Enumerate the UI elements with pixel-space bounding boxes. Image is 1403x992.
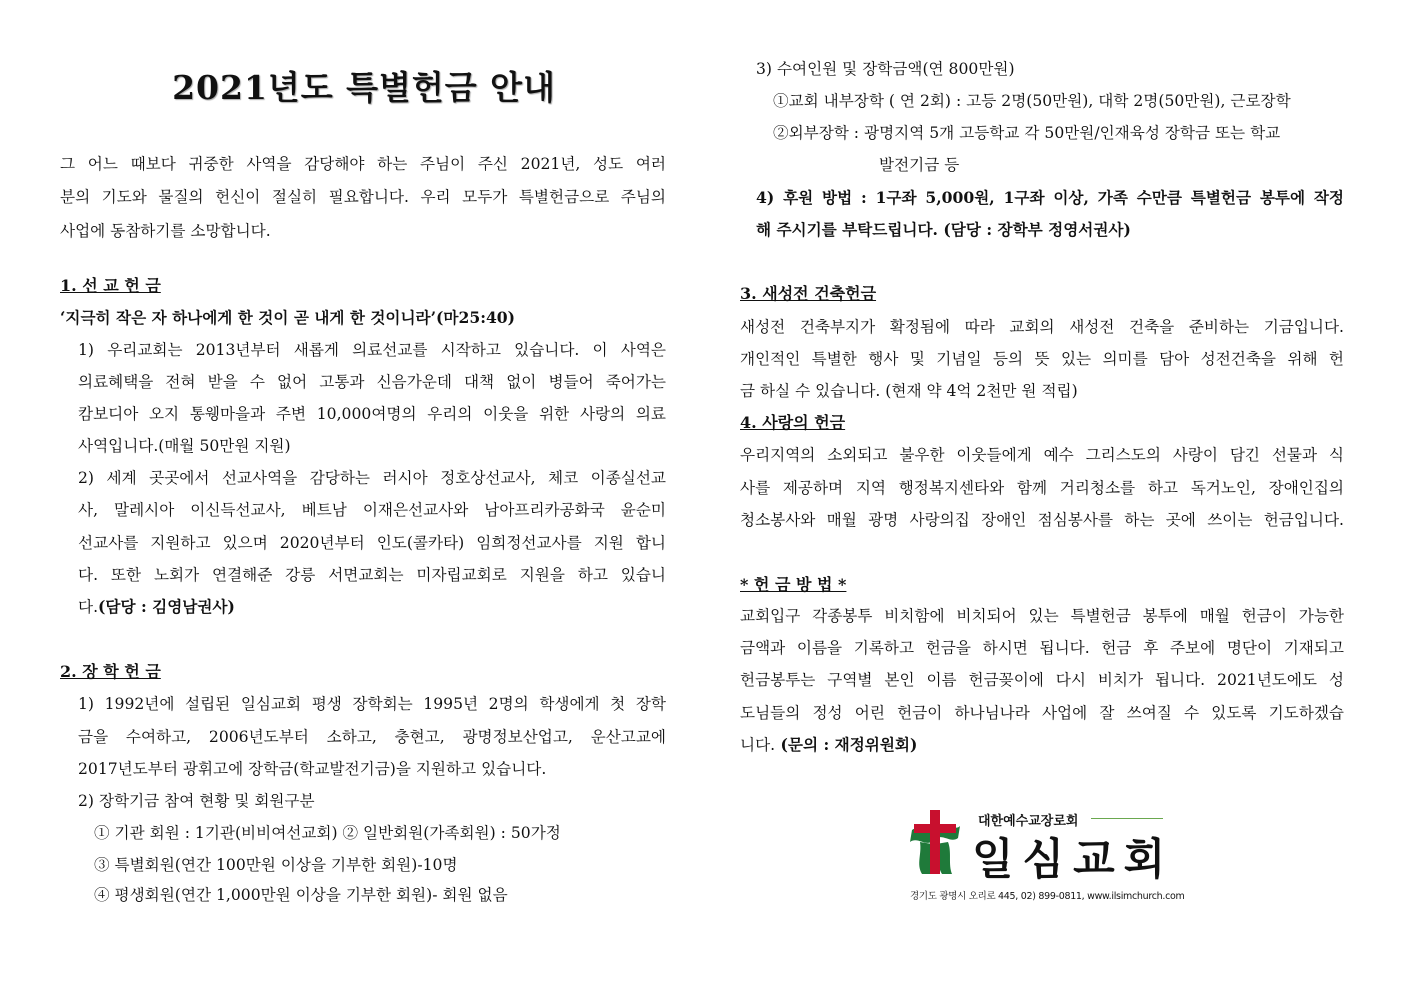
- church-logo: [906, 808, 1186, 904]
- s3-line-2: 개인적인 특별한 행사 및 기념일 등의 뜻 있는 의미를 담아 성전건축을 위해 헌: [740, 350, 1344, 368]
- s1-contact: (담당 : 김영남권사): [98, 597, 235, 616]
- section-1-heading: 1. 선 교 헌 금: [60, 276, 161, 295]
- s1-line-4: 사역입니다.(매월 50만원 지원): [78, 437, 291, 455]
- section-4-heading: 4. 사랑의 헌금: [740, 413, 846, 432]
- s1-line-8: 다. 또한 노회가 연결해준 강릉 서면교회는 미자립교회로 지원을 하고 있습니: [78, 566, 666, 584]
- s4-line-2: 사를 제공하며 지역 행정복지센타와 함께 거리청소를 하고 독거노인, 장애인집의: [740, 479, 1344, 497]
- s2-line-3: 2017년도부터 광휘고에 장학금(학교발전기금)을 지원하고 있습니다.: [78, 760, 547, 778]
- method-line-5: 니다. (문의 : 재정위원회): [740, 735, 918, 754]
- s2-line-8: 3) 수여인원 및 장학금액(연 800만원): [756, 60, 1015, 78]
- method-contact: (문의 : 재정위원회): [775, 735, 918, 754]
- cross-logo-icon: [906, 808, 962, 876]
- intro-line-2: 분의 기도와 물질의 헌신이 절실히 필요합니다. 우리 모두가 특별헌금으로 주님의: [60, 188, 666, 206]
- section-1-quote: ‘지극히 작은 자 하나에게 한 것이 곧 내게 한 것이니라’(마25:40): [60, 308, 516, 327]
- s2-line-5: ① 기관 회원 : 1기관(비비여선교회) ② 일반회원(가족회원) : 50가정: [94, 824, 561, 842]
- s2-line-7: ④ 평생회원(연간 1,000만원 이상을 기부한 회원)- 회원 없음: [94, 886, 508, 904]
- s2-line-12: 4) 후원 방법 : 1구좌 5,000원, 1구좌 이상, 가족 수만큼 특별헌금 봉투에 작정: [756, 188, 1344, 207]
- s2-line-1: 1) 1992년에 설립된 일심교회 평생 장학회는 1995년 2명의 학생에게 첫 장학: [78, 695, 666, 713]
- s3-line-3: 금 하실 수 있습니다. (현재 약 4억 2천만 원 적립): [740, 382, 1078, 400]
- s2-line-10: ②외부장학 : 광명지역 5개 고등학교 각 50만원/인재육성 장학금 또는 학교: [773, 124, 1281, 142]
- intro-line-1: 그 어느 때보다 귀중한 사역을 감당해야 하는 주님이 주신 2021년, 성도 여러: [60, 155, 666, 173]
- method-line-3: 헌금봉투는 구역별 본인 이름 헌금꽂이에 다시 비치가 됩니다. 2021년도에도 성: [740, 671, 1344, 689]
- s2-line-4: 2) 장학기금 참여 현황 및 회원구분: [78, 792, 315, 810]
- method-heading: * 헌 금 방 법 *: [740, 575, 847, 594]
- method-line-2: 금액과 이름을 기록하고 헌금을 하시면 됩니다. 헌금 후 주보에 명단이 기재되고: [740, 639, 1344, 657]
- intro-line-3: 사업에 동참하기를 소망합니다.: [60, 222, 271, 240]
- s1-line-1: 1) 우리교회는 2013년부터 새롭게 의료선교를 시작하고 있습니다. 이 사역은: [78, 341, 666, 359]
- s1-line-7: 선교사를 지원하고 있으며 2020년부터 인도(콜카타) 임희정선교사를 지원 합니: [78, 534, 666, 552]
- section-2-heading: 2. 장 학 헌 금: [60, 662, 161, 681]
- logo-divider: [1091, 818, 1163, 819]
- method-line-1: 교회입구 각종봉투 비치함에 비치되어 있는 특별헌금 봉투에 매월 헌금이 가능한: [740, 607, 1344, 625]
- s1-line-5: 2) 세계 곳곳에서 선교사역을 감당하는 러시아 정호상선교사, 체코 이종실선교: [78, 469, 666, 487]
- s2-line-11: 발전기금 등: [879, 156, 960, 174]
- s3-line-1: 새성전 건축부지가 확정됨에 따라 교회의 새성전 건축을 준비하는 기금입니다.: [740, 318, 1344, 336]
- s2-line-6: ③ 특별회원(연간 100만원 이상을 기부한 회원)-10명: [94, 856, 458, 874]
- denomination-label: 대한예수교장로회: [978, 814, 1079, 829]
- s2-line-9: ①교회 내부장학 ( 연 2회) : 고등 2명(50만원), 대학 2명(50만원), 근로장학: [773, 92, 1291, 110]
- page-title: 2021년도 특별헌금 안내: [172, 68, 556, 107]
- s4-line-3: 청소봉사와 매월 광명 사랑의집 장애인 점심봉사를 하는 곳에 쓰이는 헌금입니다.: [740, 511, 1344, 529]
- section-3-heading: 3. 새성전 건축헌금: [740, 284, 877, 303]
- s1-line-2: 의료혜택을 전혀 받을 수 없어 고통과 신음가운데 대책 없이 병들어 죽어가는: [78, 373, 666, 391]
- s1-line-6: 사, 말레시아 이신득선교사, 베트남 이재은선교사와 남아프리카공화국 윤순미: [78, 501, 666, 519]
- s2-line-2: 금을 수여하고, 2006년도부터 소하고, 충현고, 광명정보산업고, 운산고교에: [78, 728, 666, 746]
- s1-line-9: 다.(담당 : 김영남권사): [78, 597, 235, 616]
- method-line-4: 도님들의 정성 어린 헌금이 하나님나라 사업에 잘 쓰여질 수 있도록 기도하겠습: [740, 704, 1344, 722]
- s1-line-3: 캄보디아 오지 통웽마을과 주변 10,000여명의 우리의 이웃을 위한 사랑의 의료: [78, 405, 666, 423]
- s2-line-13: 해 주시기를 부탁드립니다. (담당 : 장학부 정영서권사): [756, 220, 1131, 239]
- church-address: 경기도 광명시 오리로 445, 02) 899-0811, www.ilsimchurch.com: [910, 891, 1185, 902]
- church-name: 일심교회: [972, 835, 1175, 885]
- s4-line-1: 우리지역의 소외되고 불우한 이웃들에게 예수 그리스도의 사랑이 담긴 선물과 식: [740, 446, 1344, 464]
